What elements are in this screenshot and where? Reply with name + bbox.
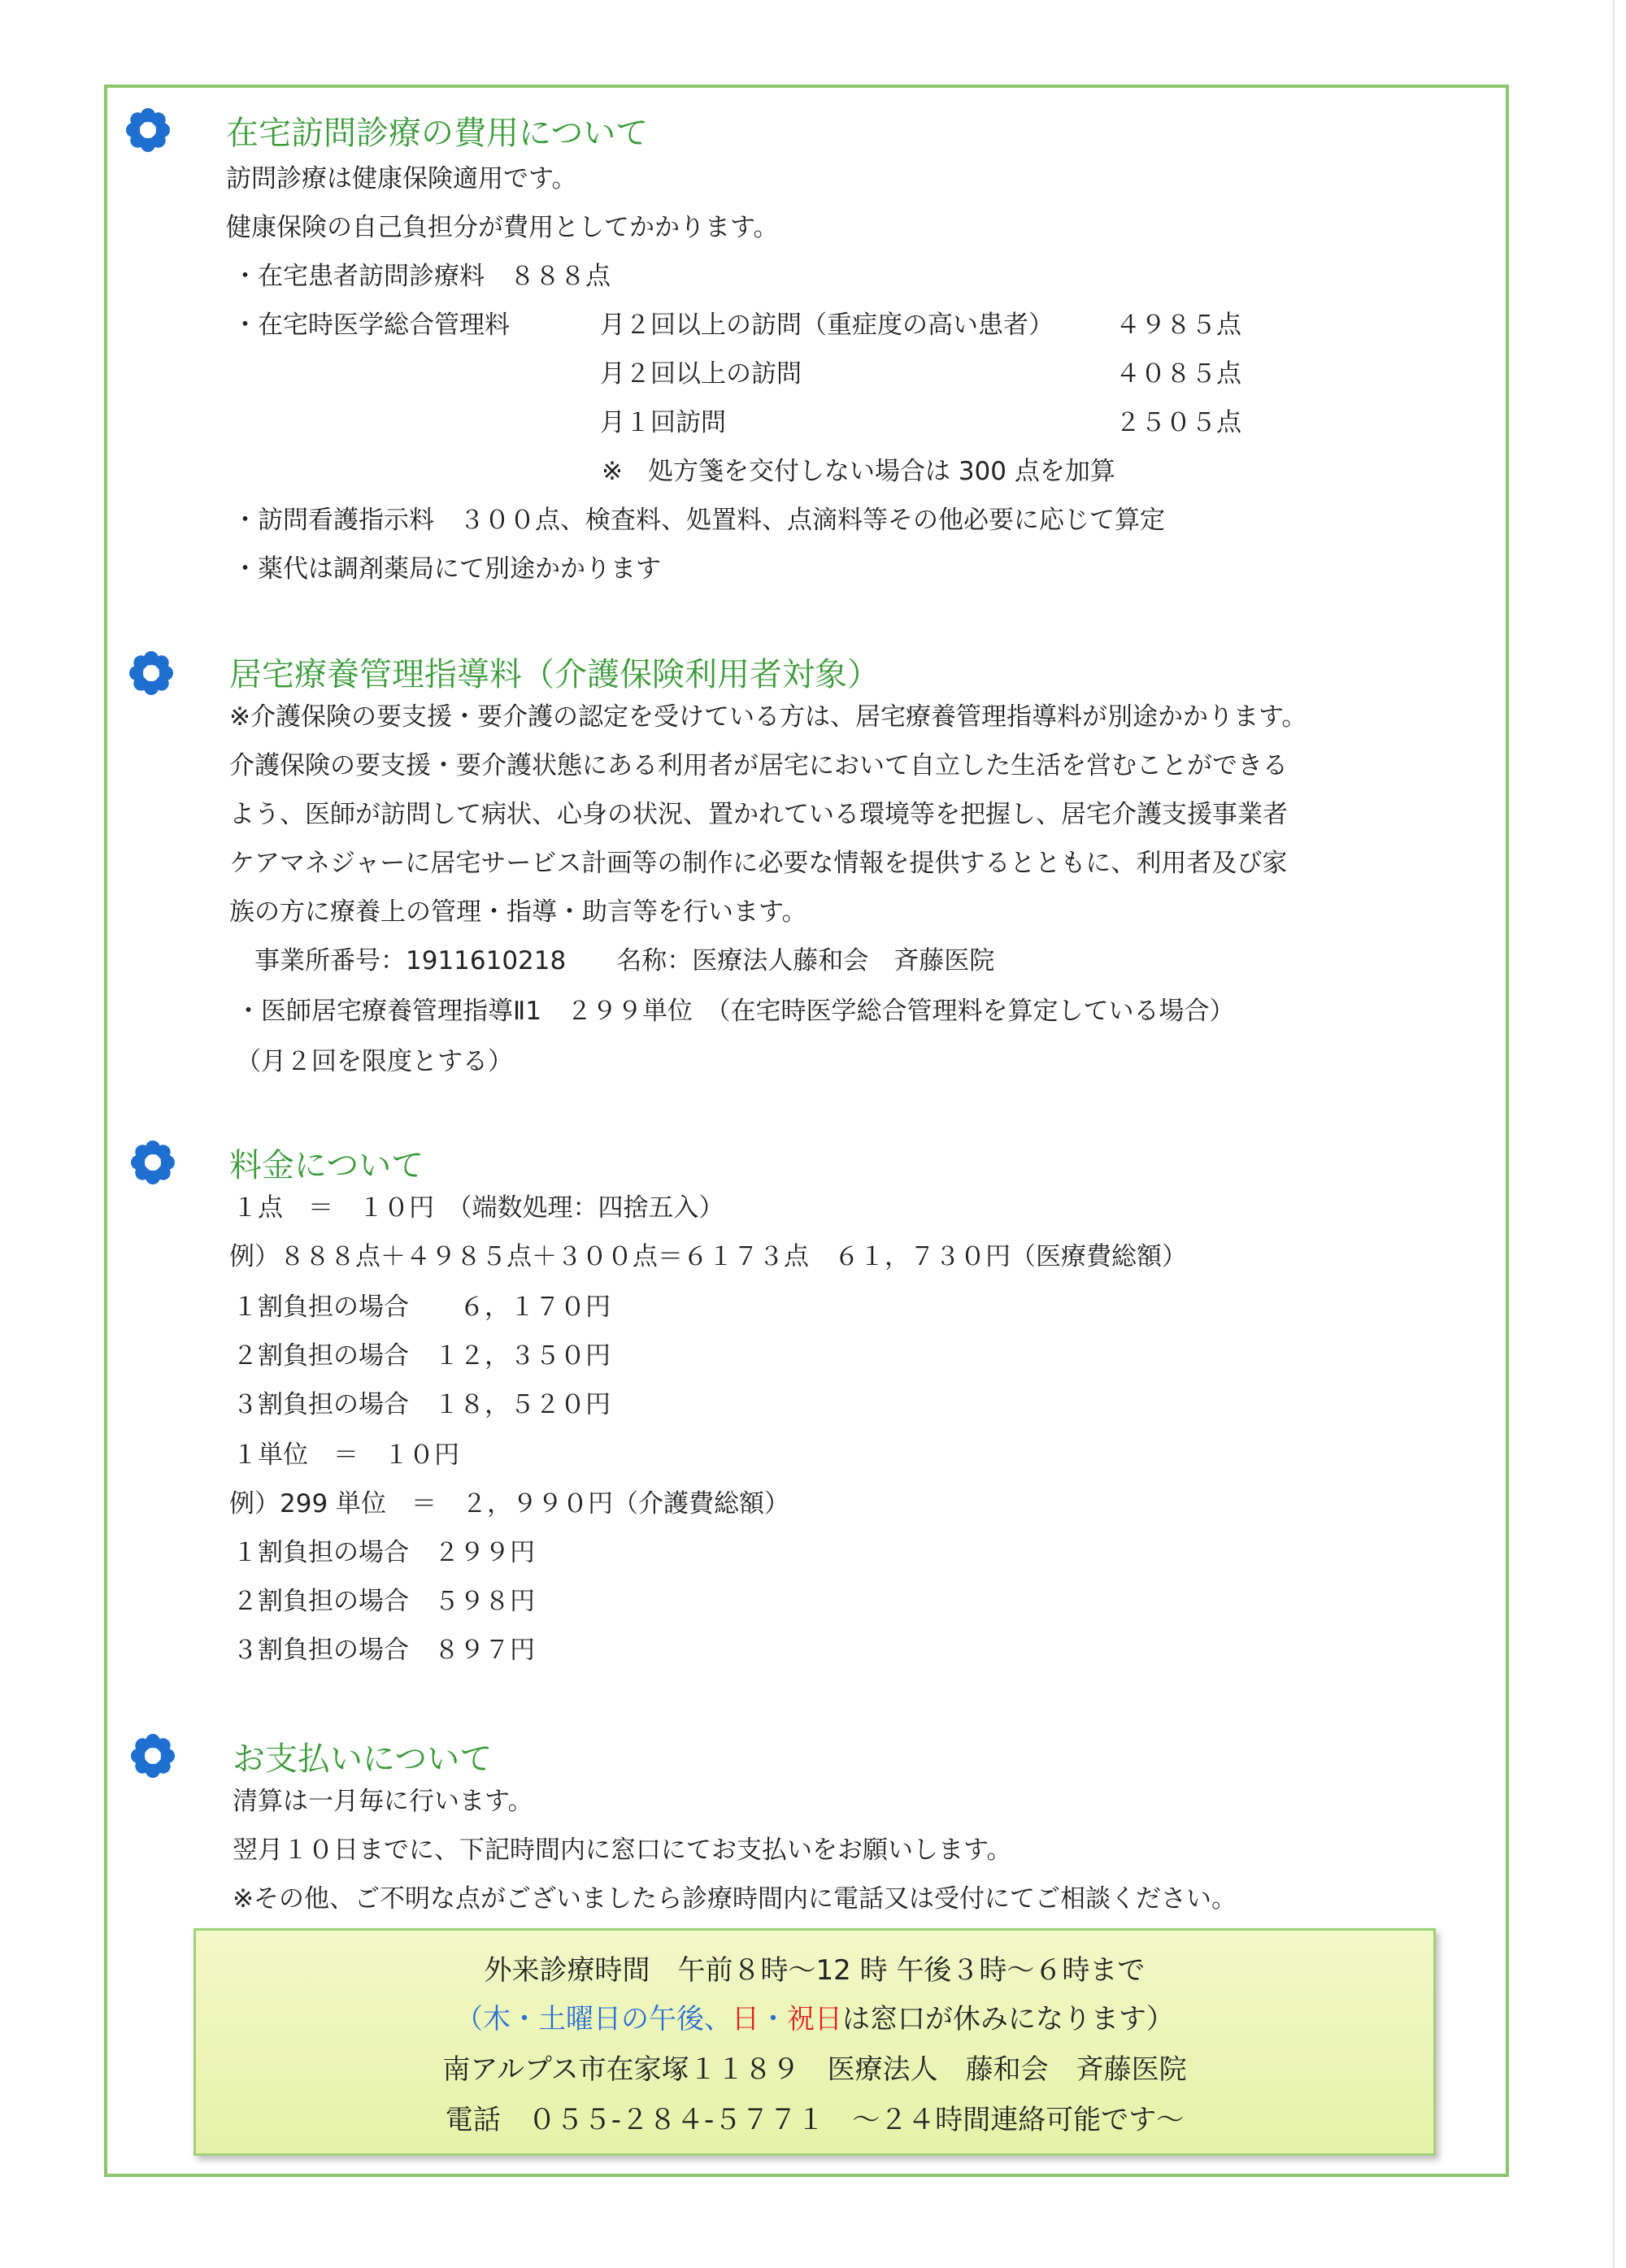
flower-icon bbox=[127, 1730, 179, 1782]
flower-icon bbox=[125, 647, 177, 699]
closed-pm: 午後 bbox=[649, 2003, 704, 2036]
text-line: 例）８８８点＋４９８５点＋３００点＝６１７３点 ６１，７３０円（医療費総額） bbox=[229, 1242, 1187, 1271]
text-line: （月２回を限度とする） bbox=[236, 1047, 513, 1076]
text-line: ※介護保険の要支援・要介護の認定を受けている方は、居宅療養管理指導料が別途かかります。 bbox=[229, 702, 1307, 732]
closed-sep: ・ bbox=[511, 2003, 538, 2036]
text-line: ３割負担の場合 ８９７円 bbox=[233, 1636, 535, 1665]
closed-sep: ・ bbox=[759, 2003, 787, 2036]
text-line: 訪問診療は健康保険適用です。 bbox=[226, 164, 577, 193]
clinic-address: 南アルプス市在家塚１１８９ 医療法人 藤和会 斉藤医院 bbox=[442, 2053, 1187, 2086]
text-line: 介護保険の要支援・要介護状態にある利用者が居宅において自立した生活を営むことができる bbox=[229, 751, 1288, 780]
text-line: 翌月１０日までに、下記時間内に窓口にてお支払いをお願いします。 bbox=[233, 1836, 1012, 1865]
text-line: １点 ＝ １０円 （端数処理：四捨五入） bbox=[233, 1193, 724, 1223]
section-title: 料金について bbox=[229, 1147, 424, 1184]
closed-day-thu: 木 bbox=[483, 2003, 511, 2036]
text-line: １割負担の場合 ６，１７０円 bbox=[233, 1293, 611, 1322]
text-line: １割負担の場合 ２９９円 bbox=[233, 1538, 535, 1567]
page-edge-line bbox=[1613, 0, 1615, 2268]
closed-rest: は窓口が休みになります） bbox=[842, 2003, 1174, 2036]
clinic-hours: 外来診療時間 午前８時～12 時 午後３時～６時まで bbox=[484, 1954, 1146, 1987]
fee-value: ２５０５点 bbox=[1115, 408, 1241, 437]
text-line: ２割負担の場合 ５９８円 bbox=[233, 1587, 535, 1616]
text-line: ・訪問看護指示料 ３００点、検査料、処置料、点滴料等その他必要に応じて算定 bbox=[233, 506, 1165, 535]
closed-paren: （ bbox=[455, 2003, 483, 2036]
text-line: ・在宅患者訪問診療料 ８８８点 bbox=[233, 262, 611, 291]
clinic-info-box bbox=[193, 1928, 1436, 2156]
closed-no: の bbox=[621, 2003, 649, 2036]
fee-label: 月２回以上の訪問（重症度の高い患者） bbox=[600, 311, 1054, 340]
closed-day-sun: 日 bbox=[732, 2003, 759, 2036]
text-line: ・医師居宅療養管理指導Ⅱ1 ２９９単位 （在宅時医学総合管理料を算定している場合） bbox=[236, 997, 1235, 1026]
text-line: ・薬代は調剤薬局にて別途かかります bbox=[233, 554, 661, 584]
flower-icon bbox=[122, 104, 174, 156]
text-line: 族の方に療養上の管理・指導・助言等を行います。 bbox=[229, 897, 807, 927]
text-line: 清算は一月毎に行います。 bbox=[233, 1787, 533, 1816]
text-line: 健康保険の自己負担分が費用としてかかります。 bbox=[226, 213, 779, 242]
fee-value: ４０８５点 bbox=[1115, 359, 1241, 389]
fee-note: ※ 処方箋を交付しない場合は 300 点を加算 bbox=[602, 457, 1115, 486]
clinic-phone: 電話 ０５５-２８４-５７７１ ～２４時間連絡可能です～ bbox=[445, 2104, 1185, 2136]
text-line: １単位 ＝ １０円 bbox=[233, 1440, 459, 1470]
text-line: ３割負担の場合 １８，５２０円 bbox=[233, 1390, 611, 1419]
text-line: ケアマネジャーに居宅サービス計画等の制作に必要な情報を提供するとともに、利用者及び家 bbox=[229, 849, 1288, 878]
fee-value: ４９８５点 bbox=[1115, 311, 1241, 340]
text-line: ※その他、ご不明な点がございましたら診療時間内に電話又は受付にてご相談ください。 bbox=[233, 1884, 1237, 1914]
closed-day-sat: 土曜日 bbox=[538, 2003, 621, 2036]
fee-label: 月１回訪問 bbox=[600, 408, 726, 437]
text-line: よう、医師が訪問して病状、心身の状況、置かれている環境等を把握し、居宅介護支援事業者 bbox=[229, 800, 1288, 829]
fee-label: 月２回以上の訪問 bbox=[600, 359, 802, 389]
section-title: 居宅療養管理指導料（介護保険利用者対象） bbox=[229, 656, 880, 693]
closed-day-holiday: 祝日 bbox=[787, 2003, 842, 2036]
closed-comma: 、 bbox=[704, 2003, 732, 2036]
closed-days-notice bbox=[196, 2002, 1433, 2036]
text-line: ２割負担の場合 １２，３５０円 bbox=[233, 1341, 611, 1371]
text-line: 事業所番号：1911610218 名称：医療法人藤和会 斉藤医院 bbox=[229, 946, 995, 975]
text-line: 例）299 単位 ＝ ２，９９０円（介護費総額） bbox=[229, 1489, 790, 1519]
section-title: 在宅訪問診療の費用について bbox=[226, 115, 649, 152]
section-title: お支払いについて bbox=[233, 1740, 493, 1778]
flower-icon bbox=[127, 1136, 179, 1188]
text-line: ・在宅時医学総合管理料 bbox=[233, 311, 510, 340]
